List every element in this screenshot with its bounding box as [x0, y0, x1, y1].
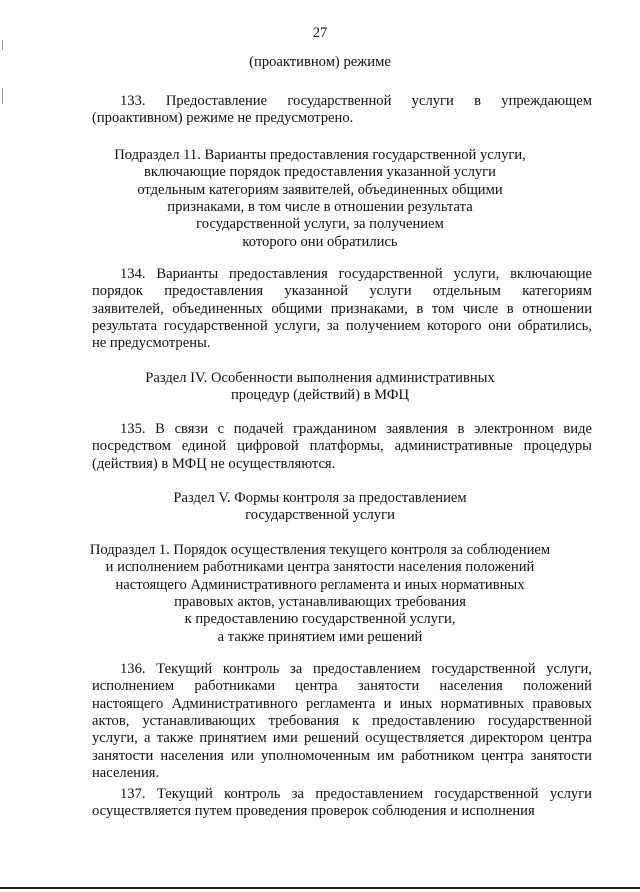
paragraph-line: настоящего Административного регламента и иных нормативных правовых	[92, 695, 592, 712]
paragraph-line: актов, устанавливающих требования к предоставлению государственной	[92, 712, 592, 729]
heading-line: Подраздел 1. Порядок осуществления текущего контроля за соблюдением	[89, 542, 551, 558]
heading-line: Раздел V. Формы контроля за предоставлением	[173, 490, 467, 506]
heading-line: включающие порядок предоставления указанной услуги	[144, 164, 496, 181]
heading-line: к предоставлению государственной услуги,	[184, 611, 456, 628]
paragraph-line: занятости населения или уполномоченным им работником центра занятости	[92, 747, 592, 764]
heading-line: (проактивном) режиме	[249, 54, 391, 70]
paragraph-line: порядок предоставления указанной услуги отдельным категориям	[92, 283, 592, 300]
paragraph-line: населения.	[92, 764, 160, 781]
heading-line: процедур (действий) в МФЦ	[230, 387, 409, 404]
paragraph-line: 134. Варианты предоставления государственной услуги, включающие	[120, 266, 592, 282]
paragraph-line: исполнением работниками центра занятости населения положений	[92, 678, 592, 695]
paragraph-line: осуществляется путем проведения проверок соблюдения и исполнения	[92, 803, 535, 820]
paragraph-line: посредством единой цифровой платформы, административные процедуры	[92, 438, 592, 455]
heading-line: государственной услуги	[245, 507, 395, 524]
paragraph-line: результата государственной услуги, за получением которого они обратились,	[92, 317, 592, 334]
heading-line: Подраздел 11. Варианты предоставления государственной услуги,	[114, 147, 526, 163]
paragraph-line: услуги, а также принятием ими решений осуществляется директором центра	[92, 730, 592, 747]
paragraph-line: (действия) в МФЦ не осуществляются.	[92, 455, 336, 472]
paragraph-line: 135. В связи с подачей гражданином заявления в электронном виде	[120, 421, 592, 437]
heading-line: признаками, в том числе в отношении результата	[167, 198, 473, 215]
paragraph-line: 133. Предоставление государственной услуги в упреждающем	[120, 93, 592, 109]
scan-bottom-edge	[0, 887, 640, 889]
heading-line: государственной услуги, за получением	[196, 216, 444, 233]
paragraph-line: (проактивном) режиме не предусмотрено.	[92, 110, 354, 127]
heading-line: отдельным категориям заявителей, объединенных общими	[137, 181, 503, 198]
page-number: 27	[312, 25, 328, 41]
heading-line: настоящего Административного регламента и иных нормативных	[115, 576, 525, 593]
paragraph-line: 137. Текущий контроль за предоставлением государственной услуги	[120, 786, 592, 802]
heading-line: правовых актов, устанавливающих требования	[174, 593, 466, 610]
heading-line: и исполнением работниками центра занятости населения положений	[105, 559, 535, 576]
paragraph-line: не предусмотрены.	[92, 335, 211, 352]
heading-line: а также принятием ими решений	[217, 628, 423, 645]
heading-line: которого они обратились	[242, 233, 398, 250]
paragraph-line: заявителей, объединенных общими признаками, в том числе в отношении	[92, 300, 592, 317]
heading-line: Раздел IV. Особенности выполнения административных	[145, 370, 495, 386]
paragraph-line: 136. Текущий контроль за предоставлением государственной услуги,	[120, 661, 592, 677]
scan-edge-mark	[2, 88, 3, 104]
